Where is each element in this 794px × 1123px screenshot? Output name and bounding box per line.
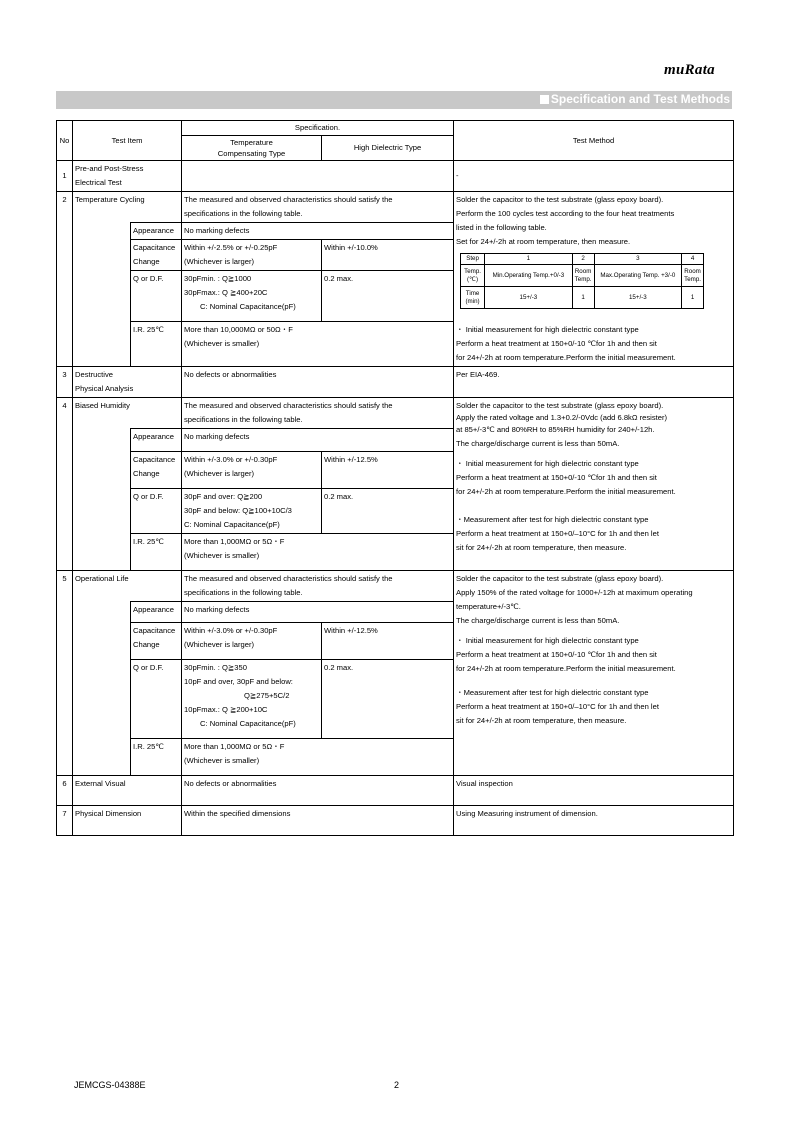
appearance-value: No marking defects (182, 428, 454, 451)
spec-line: (Whichever is larger) (184, 257, 255, 266)
test-item: External Visual (73, 775, 182, 805)
spec-line: 10pFmax.: Q ≧200+10C (184, 704, 268, 714)
sub-item-line1: Capacitance (133, 625, 176, 635)
spec-intro (182, 570, 454, 601)
step-cell: Step (461, 254, 485, 265)
sub-item-line2: Change (133, 639, 160, 649)
test-item: Temperature Cycling (73, 192, 182, 223)
test-item-line2: Electrical Test (75, 178, 122, 187)
spec-line: 30pF and over: Q≧200 (184, 491, 263, 501)
capacitance-temp (182, 622, 322, 659)
row-no: 5 (57, 570, 73, 775)
section-title-text: Specification and Test Methods (550, 92, 730, 106)
spacer (133, 481, 179, 487)
spec-line: C: Nominal Capacitance(pF) (200, 718, 296, 728)
q-high: 0.2 max. (322, 271, 454, 322)
spec-line: 30pFmin. : Q≧1000 (184, 274, 252, 283)
method-line: sit for 24+/-2h at room temperature, then measure. (456, 542, 627, 552)
step-cell: Min.Operating Temp.+0/-3 (485, 265, 573, 287)
sub-item-appearance: Appearance (131, 601, 182, 622)
step-text: Room (684, 267, 701, 275)
step-text: Temp. (464, 267, 481, 275)
method-line: Solder the capacitor to the test substrate (glass epoxy board). (456, 195, 664, 204)
spec-intro-line1: The measured and observed characteristics should satisfy the (184, 573, 393, 583)
spec-value: No defects or abnormalities (182, 366, 454, 397)
spacer (456, 676, 731, 686)
spec-empty (182, 161, 454, 192)
method-line: Perform a heat treatment at 150+0/–10°C for 1h and then let (456, 528, 659, 538)
step-cell: 3 (594, 254, 682, 265)
method-line: ・ Initial measurement for high dielectric constant type (456, 458, 639, 468)
sub-item-line1: Capacitance (133, 243, 176, 252)
step-cell (461, 265, 485, 287)
method-line: Perform a heat treatment at 150+0/-10 ℃for 1h and then sit (456, 472, 657, 482)
method-line: ・Measurement after test for high dielectric constant type (456, 514, 649, 524)
header-temp-line2: Compensating Type (217, 149, 286, 158)
method-line: listed in the following table. (456, 223, 547, 232)
table-row (57, 397, 734, 428)
sub-item-line1: Capacitance (133, 454, 176, 464)
sub-item-capacitance (131, 240, 182, 271)
murata-logo: muRata (664, 62, 715, 78)
method-line: Solder the capacitor to the test substrate (glass epoxy board). (456, 573, 664, 583)
spacer (456, 499, 731, 513)
method-line: for 24+/-2h at room temperature.Perform the initial measurement. (456, 663, 676, 673)
method-line: The charge/discharge current is less than 50mA. (456, 615, 620, 625)
spec-line: Q≧275+5C/2 (244, 690, 290, 700)
ir-value (182, 533, 454, 570)
step-cell: 15+/-3 (594, 287, 682, 309)
spec-value: Within the specified dimensions (182, 805, 454, 835)
header-temp-line1: Temperature (230, 138, 273, 147)
method-line: for 24+/-2h at room temperature.Perform the initial measurement. (456, 352, 676, 362)
indent-cell (73, 223, 131, 367)
q-temp (182, 271, 322, 322)
test-method (454, 397, 734, 570)
q-high: 0.2 max. (322, 488, 454, 533)
heat-treatment-step-table (460, 253, 704, 309)
spec-line: (Whichever is larger) (184, 468, 255, 478)
table-row (57, 161, 734, 192)
section-header-bar (56, 91, 732, 109)
indent-cell (73, 428, 131, 570)
test-item (73, 161, 182, 192)
spec-line: More than 1,000MΩ or 5Ω・F (184, 741, 285, 751)
spec-table (56, 120, 734, 836)
table-row (57, 570, 734, 601)
sub-item-line2: Change (133, 257, 160, 266)
step-cell: 1 (485, 254, 573, 265)
spacer (184, 768, 451, 774)
method-line: for 24+/-2h at room temperature.Perform the initial measurement. (456, 486, 676, 496)
test-item: Operational Life (73, 570, 182, 601)
step-text: Time (465, 289, 480, 297)
spec-intro-line1: The measured and observed characteristics should satisfy the (184, 195, 393, 204)
header-test-method: Test Method (454, 121, 734, 161)
step-time-row (461, 287, 704, 309)
sub-item-ir: I.R. 25℃ (131, 322, 182, 367)
step-cell: 2 (572, 254, 594, 265)
method-line: ・ Initial measurement for high dielectric constant type (456, 635, 639, 645)
method-line: Apply the rated voltage and 1.3+0.2/-0Vdc (add 6.8kΩ resister) (456, 412, 668, 422)
spec-line: 30pF and below: Q≧100+10C/3 (184, 505, 292, 515)
spacer (184, 351, 451, 357)
capacitance-temp (182, 451, 322, 488)
spec-line: Within +/-3.0% or +/-0.30pF (184, 625, 278, 635)
step-cell: 1 (572, 287, 594, 309)
sub-item-q: Q or D.F. (131, 271, 182, 322)
spec-intro (182, 192, 454, 223)
row-no: 4 (57, 397, 73, 570)
method-line: temperature+/-3℃. (456, 601, 521, 611)
sub-item-ir: I.R. 25℃ (131, 738, 182, 775)
spec-line: Within +/-2.5% or +/-0.25pF (184, 243, 278, 252)
capacitance-high: Within +/-10.0% (322, 240, 454, 271)
row-no: 6 (57, 775, 73, 805)
indent-cell (73, 601, 131, 775)
spec-line: 10pF and over, 30pF and below: (184, 676, 293, 686)
method-line: Solder the capacitor to the test substrate (glass epoxy board). (456, 400, 664, 410)
spec-line: More than 1,000MΩ or 5Ω・F (184, 536, 285, 546)
spacer (133, 652, 179, 658)
method-line: ・Measurement after test for high dielectric constant type (456, 687, 649, 697)
test-item: Biased Humidity (73, 397, 182, 428)
q-temp (182, 659, 322, 738)
method-line: Perform a heat treatment at 150+0/–10°C for 1h and then let (456, 701, 659, 711)
step-cell (682, 265, 704, 287)
method-line: Set for 24+/-2h at room temperature, then measure. (456, 237, 631, 246)
step-text: Room (574, 267, 592, 275)
test-method: Per EIA-469. (454, 366, 734, 397)
step-cell: Max.Operating Temp. +3/-0 (594, 265, 682, 287)
spec-line: C: Nominal Capacitance(pF) (184, 519, 280, 529)
spec-value: No defects or abnormalities (182, 775, 454, 805)
row-no: 7 (57, 805, 73, 835)
ir-value (182, 322, 454, 367)
spec-line: 30pFmax.: Q ≧400+20C (184, 288, 268, 297)
capacitance-high: Within +/-12.5% (322, 451, 454, 488)
square-icon (540, 95, 549, 104)
step-text: (℃) (467, 275, 479, 283)
row-no: 3 (57, 366, 73, 397)
row-no: 2 (57, 192, 73, 367)
test-method-ir (454, 322, 734, 367)
spec-line: (Whichever is smaller) (184, 755, 260, 765)
sub-item-capacitance (131, 622, 182, 659)
test-method: Visual inspection (454, 775, 734, 805)
spec-intro-line2: specifications in the following table. (184, 414, 303, 424)
appearance-value: No marking defects (182, 601, 454, 622)
step-text: (min) (465, 297, 480, 305)
method-line: Perform the 100 cycles test according to the four heat treatments (456, 209, 675, 218)
spacer (184, 314, 319, 320)
spec-intro-line1: The measured and observed characteristics should satisfy the (184, 400, 393, 410)
test-item-line2: Physical Analysis (75, 383, 134, 393)
header-high-dielectric: High Dielectric Type (322, 136, 454, 161)
q-high: 0.2 max. (322, 659, 454, 738)
table-row (57, 366, 734, 397)
step-cell (461, 287, 485, 309)
spec-line: (Whichever is smaller) (184, 550, 260, 560)
spacer (184, 563, 451, 569)
test-method: - (454, 161, 734, 192)
test-method (454, 192, 734, 322)
method-line: sit for 24+/-2h at room temperature, then measure. (456, 715, 627, 725)
spec-line: Within +/-3.0% or +/-0.30pF (184, 454, 278, 464)
spec-line: (Whichever is larger) (184, 639, 255, 649)
test-method: Using Measuring instrument of dimension. (454, 805, 734, 835)
method-line: Perform a heat treatment at 150+0/-10 ℃for 1h and then sit (456, 338, 657, 348)
test-item-line1: Pre-and Post-Stress (75, 164, 144, 173)
test-item (73, 366, 182, 397)
table-row (57, 775, 734, 805)
test-item-line1: Destructive (75, 369, 113, 379)
q-temp (182, 488, 322, 533)
header-no: No (57, 121, 73, 161)
spec-line: 30pFmin. : Q≧350 (184, 662, 247, 672)
capacitance-temp (182, 240, 322, 271)
sub-item-appearance: Appearance (131, 428, 182, 451)
step-temp-row (461, 265, 704, 287)
step-cell: 15+/-3 (485, 287, 573, 309)
step-cell: 1 (682, 287, 704, 309)
test-method (454, 570, 734, 775)
ir-value (182, 738, 454, 775)
capacitance-high: Within +/-12.5% (322, 622, 454, 659)
method-line: at 85+/-3℃ and 80%RH to 85%RH humidity for 240+/-12h. (456, 424, 655, 434)
header-test-item: Test Item (73, 121, 182, 161)
test-item: Physical Dimension (73, 805, 182, 835)
page-number: 2 (394, 1080, 400, 1090)
table-row (57, 805, 734, 835)
step-header-row (461, 254, 704, 265)
step-text: Temp. (684, 275, 701, 283)
method-line: Apply 150% of the rated voltage for 1000+/-12h at maximum operating (456, 587, 693, 597)
spec-intro-line2: specifications in the following table. (184, 587, 303, 597)
sub-item-ir: I.R. 25℃ (131, 533, 182, 570)
appearance-value: No marking defects (182, 223, 454, 240)
header-specification: Specification. (182, 121, 454, 136)
sub-item-capacitance (131, 451, 182, 488)
table-row (57, 322, 734, 367)
section-title (540, 92, 730, 106)
sub-item-q: Q or D.F. (131, 659, 182, 738)
table-row (57, 192, 734, 223)
spacer (184, 731, 319, 737)
spec-intro (182, 397, 454, 428)
sub-item-line2: Change (133, 468, 160, 478)
method-line: Perform a heat treatment at 150+0/-10 ℃for 1h and then sit (456, 649, 657, 659)
document-code: JEMCGS-04388E (74, 1080, 146, 1090)
spec-line: More than 10,000MΩ or 50Ω・F (184, 325, 293, 334)
step-text: Temp. (574, 275, 592, 283)
table-header-row (57, 121, 734, 136)
spec-intro-line2: specifications in the following table. (184, 209, 303, 218)
step-cell (572, 265, 594, 287)
row-no: 1 (57, 161, 73, 192)
header-temperature-compensating (182, 136, 322, 161)
sub-item-appearance: Appearance (131, 223, 182, 240)
sub-item-q: Q or D.F. (131, 488, 182, 533)
spec-line: (Whichever is smaller) (184, 339, 260, 348)
method-line: The charge/discharge current is less than 50mA. (456, 438, 620, 448)
step-cell: 4 (682, 254, 704, 265)
method-line: ・ Initial measurement for high dielectric constant type (456, 324, 639, 334)
spec-line: C: Nominal Capacitance(pF) (200, 302, 296, 311)
